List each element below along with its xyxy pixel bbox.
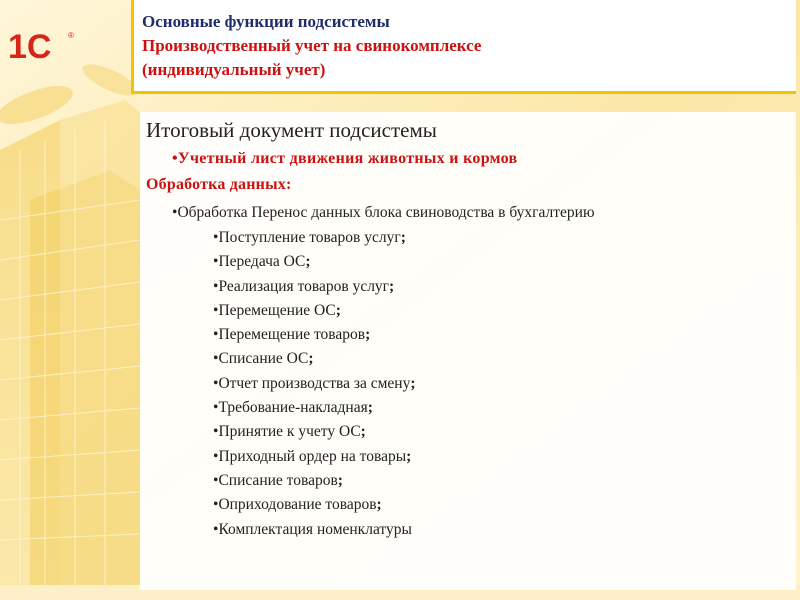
header-title: Основные функции подсистемы — [142, 12, 390, 31]
operation-item — [213, 347, 416, 371]
operation-suffix: ; — [308, 350, 314, 368]
bullet-icon: • — [213, 447, 219, 465]
operation-label: Списание ОС — [218, 350, 309, 368]
operation-label: Приходный ордер на товары — [218, 447, 407, 465]
operation-suffix: ; — [400, 229, 406, 246]
operation-label: Оприходование товаров — [218, 496, 377, 514]
bullet-icon: • — [172, 204, 178, 221]
operation-suffix: ; — [335, 301, 341, 319]
operation-item — [213, 299, 416, 323]
document-item-label: Учетный лист движения животных и кормов — [177, 150, 518, 167]
operation-suffix: ; — [367, 399, 373, 417]
operation-label: Перемещение ОС — [218, 301, 336, 319]
operation-item — [213, 493, 416, 517]
operation-label: Принятие к учету ОС — [218, 423, 361, 441]
operation-label: Комплектация номенклатуры — [218, 520, 412, 538]
operation-item — [213, 323, 416, 347]
svg-text:1С: 1С — [8, 28, 52, 66]
operation-suffix: ; — [376, 496, 382, 514]
processing-colon: : — [285, 176, 292, 193]
operation-item — [213, 275, 416, 299]
operation-label: Требование-накладная — [218, 399, 368, 417]
operation-item — [213, 420, 416, 444]
header-subtitle-note: (индивидуальный учет) — [142, 60, 326, 79]
operation-label: Списание товаров — [218, 471, 338, 489]
bullet-icon: • — [213, 350, 219, 368]
bullet-icon: • — [213, 520, 219, 538]
operation-suffix: ; — [406, 447, 412, 465]
header-subtitle: Производственный учет на свинокомплексе — [142, 36, 482, 55]
operations-list — [213, 226, 416, 542]
operation-item — [213, 372, 416, 396]
operation-suffix: ; — [360, 423, 366, 441]
document-title: Итоговый документ подсистемы — [146, 118, 437, 142]
operation-suffix: ; — [365, 326, 371, 344]
operation-item — [213, 445, 416, 469]
operation-label: Поступление товаров услуг — [218, 229, 401, 246]
operation-label: Отчет производства за смену — [218, 374, 411, 392]
processing-item-label: Обработка Перенос данных блока свиноводства в бухгалтерию — [177, 204, 595, 221]
bullet-icon: • — [213, 399, 219, 417]
operation-suffix: ; — [305, 253, 311, 271]
operation-label: Реализация товаров услуг — [218, 277, 390, 295]
slide-header — [131, 0, 796, 94]
bullet-icon: • — [213, 229, 219, 246]
operation-item — [213, 469, 416, 493]
bullet-icon: • — [213, 374, 219, 392]
operation-suffix: ; — [337, 471, 343, 489]
slide-content — [140, 112, 796, 590]
1c-logo — [6, 26, 78, 66]
bullet-icon: • — [213, 471, 219, 489]
operation-item — [213, 518, 416, 542]
bullet-icon: • — [213, 326, 219, 344]
operation-suffix: ; — [410, 374, 416, 392]
operation-suffix: ; — [389, 277, 395, 295]
operation-item — [213, 226, 416, 250]
bullet-icon: • — [213, 277, 219, 295]
processing-item — [172, 204, 595, 222]
bullet-icon: • — [213, 496, 219, 514]
processing-title-label: Обработка данных — [146, 176, 286, 193]
svg-text:®: ® — [68, 31, 74, 40]
bullet-icon: • — [213, 423, 219, 441]
processing-title — [146, 176, 292, 194]
bullet-icon: • — [172, 150, 178, 167]
operation-item — [213, 396, 416, 420]
operation-item — [213, 250, 416, 274]
bullet-icon: • — [213, 301, 219, 319]
bullet-icon: • — [213, 253, 219, 271]
operation-label: Перемещение товаров — [218, 326, 366, 344]
document-item — [172, 150, 517, 168]
operation-label: Передача ОС — [218, 253, 306, 271]
